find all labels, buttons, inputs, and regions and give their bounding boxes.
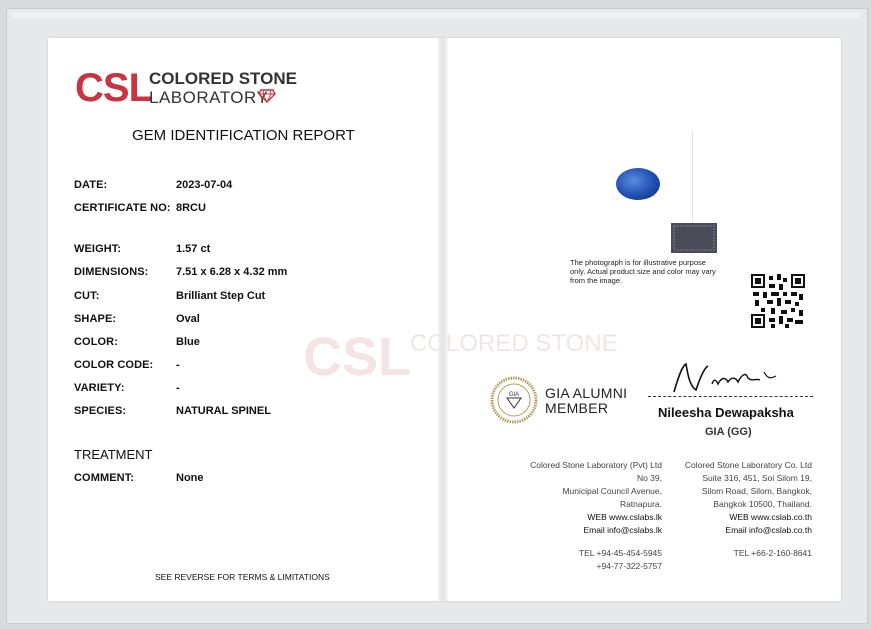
address-left-line: No 39, — [636, 473, 662, 483]
qr-code — [751, 274, 805, 328]
cut-label: CUT: — [74, 290, 100, 302]
dimensions-label: DIMENSIONS: — [74, 266, 149, 278]
color-value: Blue — [176, 336, 200, 348]
gia-alumni-line2: MEMBER — [545, 400, 609, 416]
shape-value: Oval — [176, 313, 200, 325]
weight-value: 1.57 ct — [176, 243, 211, 255]
dimensions-value: 7.51 x 6.28 x 4.32 mm — [176, 266, 288, 278]
comment-value: None — [176, 472, 204, 484]
address-left-line: Ratnapura. — [619, 499, 662, 509]
signatory-credential: GIA (GG) — [705, 426, 752, 438]
gia-seal-icon — [490, 376, 538, 424]
address-right-web: WEB www.cslab.co.th — [729, 512, 812, 522]
certificate-value: 8RCU — [176, 202, 206, 214]
address-right-line: Suite 316, 451, Soi Silom 19, — [702, 473, 812, 483]
logo-line2: LABORATORY — [149, 88, 269, 107]
address-left-tel2: +94-77-322-5757 — [596, 561, 662, 571]
signatory-name: Nileesha Dewapaksha — [658, 405, 794, 420]
address-right-line: Bangkok 10500, Thailand. — [713, 499, 812, 509]
address-left-line: Municipal Council Avenue, — [562, 486, 662, 496]
shape-label: SHAPE: — [74, 313, 117, 325]
address-right-email: Email info@cslab.co.th — [725, 525, 812, 535]
watermark-abbr: CSL — [303, 327, 411, 387]
variety-label: VARIETY: — [74, 382, 125, 394]
photo-disclaimer: The photograph is for illustrative purpose only. Actual product size and color may vary from the image. — [570, 258, 716, 285]
address-left — [505, 459, 662, 573]
report-title: GEM IDENTIFICATION REPORT — [132, 127, 355, 144]
certificate-label: CERTIFICATE NO: — [74, 202, 171, 214]
address-left-web: WEB www.cslabs.lk — [587, 512, 662, 522]
species-label: SPECIES: — [74, 405, 127, 417]
address-right-tel1: TEL +66-2-160-8641 — [733, 548, 812, 558]
signature-image — [668, 358, 788, 398]
date-value: 2023-07-04 — [176, 179, 233, 191]
svg-text:GIA: GIA — [508, 392, 520, 398]
cut-value: Brilliant Step Cut — [176, 290, 266, 302]
address-right-line: Colored Stone Laboratory Co. Ltd — [684, 460, 812, 470]
logo-line1: COLORED STONE — [149, 69, 297, 88]
diamond-icon — [258, 89, 276, 103]
address-left-line: Colored Stone Laboratory (Pvt) Ltd — [530, 460, 662, 470]
gia-alumni-line1: GIA ALUMNI — [545, 385, 628, 401]
species-value: NATURAL SPINEL — [176, 405, 271, 417]
address-right-line: Silom Road, Silom, Bangkok, — [701, 486, 812, 496]
watermark-text: COLORED STONE — [410, 330, 618, 357]
date-label: DATE: — [74, 179, 108, 191]
gem-photo — [616, 168, 660, 200]
address-left-tel1: TEL +94-45-454-5945 — [578, 548, 662, 558]
comment-label: COMMENT: — [74, 472, 135, 484]
terms-note: SEE REVERSE FOR TERMS & LIMITATIONS — [155, 572, 330, 582]
scale-card-image — [671, 223, 717, 253]
weight-label: WEIGHT: — [74, 243, 122, 255]
address-right — [668, 459, 812, 560]
variety-value: - — [176, 382, 180, 394]
color-label: COLOR: — [74, 336, 118, 348]
treatment-heading: TREATMENT — [74, 447, 153, 462]
address-left-email: Email info@cslabs.lk — [583, 525, 662, 535]
center-fold — [438, 38, 448, 601]
sleeve-edge — [12, 12, 860, 18]
logo-abbr: CSL — [75, 66, 152, 110]
color-code-value: - — [176, 359, 180, 371]
signature-line — [648, 396, 813, 397]
color-code-label: COLOR CODE: — [74, 359, 154, 371]
